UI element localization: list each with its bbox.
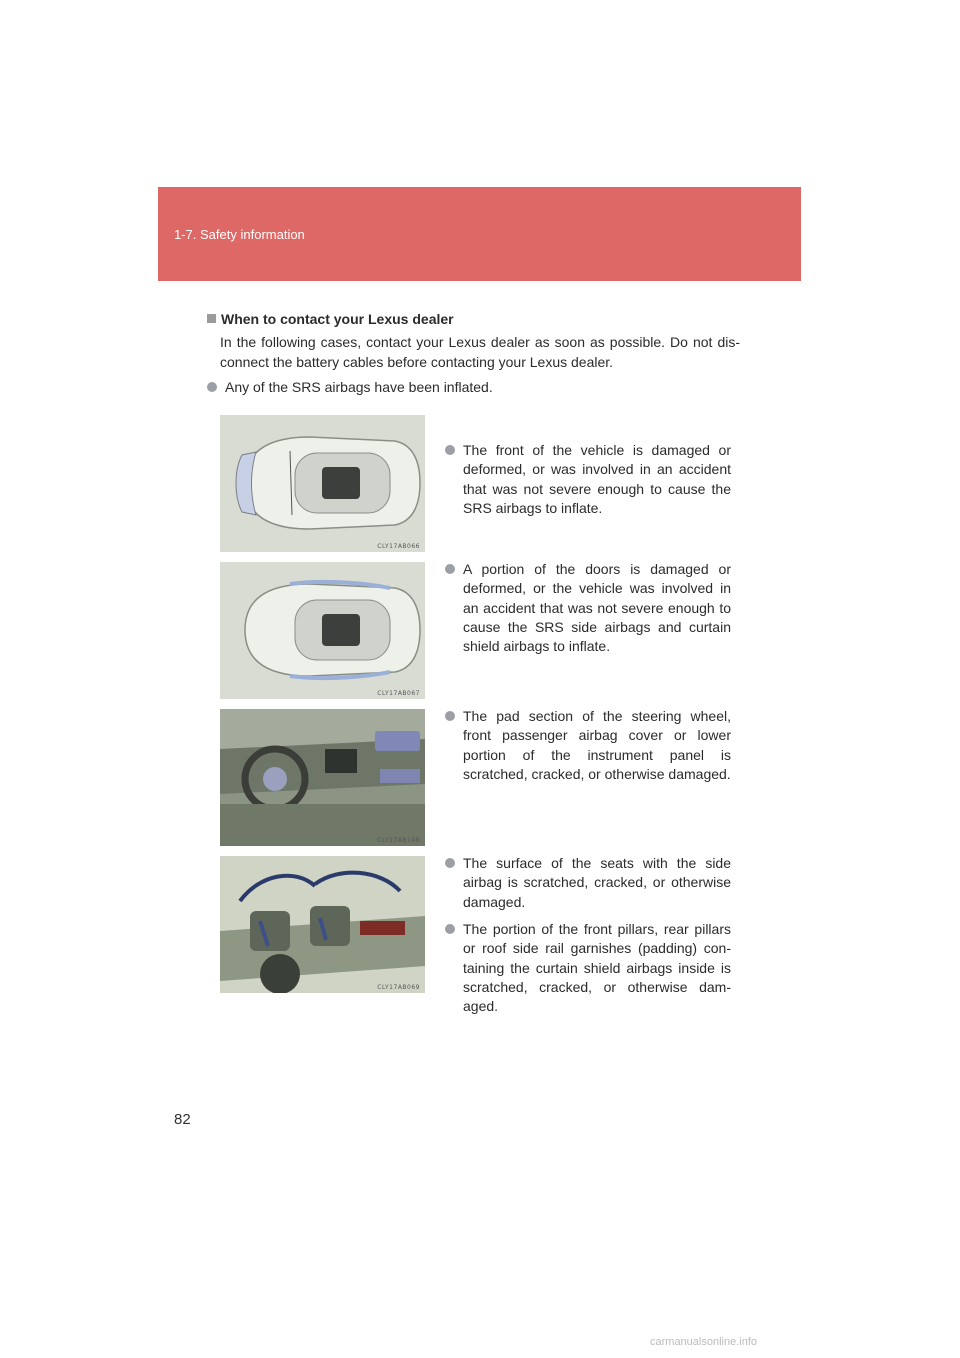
watermark: carmanualsonline.info	[650, 1336, 758, 1348]
bullet-item	[445, 560, 731, 656]
bullet-text: Any of the SRS airbags have been inflated.	[225, 379, 493, 395]
square-bullet-icon	[207, 314, 216, 323]
dashboard-illustration	[220, 709, 425, 846]
heading-text: When to contact your Lexus dealer	[221, 311, 454, 327]
bullet-item	[207, 378, 747, 397]
bullet-dot-icon	[445, 858, 455, 868]
bullet-dot-icon	[445, 564, 455, 574]
bullet-text: The pad section of the steering wheel, front passenger airbag cover or lower portion of the instrument panel is scratched, cracked, or otherwise damaged.	[463, 708, 731, 782]
bullet-item	[445, 854, 731, 912]
image-code: CLY17AB067	[377, 690, 420, 697]
section-title: 1-7. Safety information	[174, 227, 305, 242]
image-code: CLY17AB066	[377, 543, 420, 550]
image-code: CLY17AB069	[377, 984, 420, 991]
image-code: CLY17AB149	[377, 837, 420, 844]
intro-paragraph: In the following cases, contact your Lexus dealer as soon as possible. Do not dis-connect the battery cables before contacting your Lexus dealer.	[220, 334, 740, 370]
car-top-doors-illustration	[220, 562, 425, 699]
bullet-dot-icon	[445, 711, 455, 721]
bullet-text: The portion of the front pillars, rear pillars or roof side rail garnishes (padding) con-taining the curtain shield airbags inside is scratched, cracked, or otherwise dam-aged.	[463, 921, 731, 1015]
section-heading	[207, 311, 454, 327]
page-number: 82	[174, 1111, 191, 1128]
bullet-text: A portion of the doors is damaged or deformed, or the vehicle was involved in an accident that was not severe enough to cause the SRS side airbags and curtain shield airbags to inflate.	[463, 561, 731, 655]
convertible-side-illustration	[220, 856, 425, 993]
bullet-text: The surface of the seats with the side airbag is scratched, cracked, or otherwise damaged.	[463, 855, 731, 910]
bullet-dot-icon	[445, 445, 455, 455]
bullet-dot-icon	[207, 382, 217, 392]
car-top-front-illustration	[220, 415, 425, 552]
bullet-dot-icon	[445, 924, 455, 934]
bullet-item	[445, 441, 731, 518]
bullet-item	[445, 920, 731, 1016]
bullet-item	[445, 707, 731, 784]
bullet-text: The front of the vehicle is damaged or deformed, or was involved in an accident that was not severe enough to cause the SRS airbags to inflate.	[463, 442, 731, 516]
